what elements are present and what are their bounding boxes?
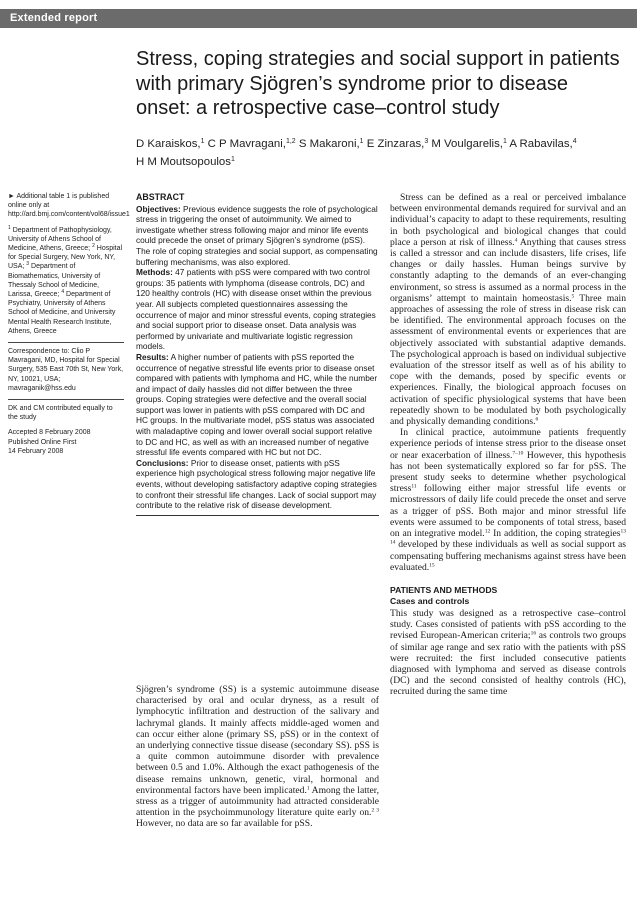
sidebar-divider bbox=[8, 399, 124, 400]
supplementary-note: ► Additional table 1 is published online only at http://ard.bmj.com/content/vol68/issue1 bbox=[8, 193, 130, 219]
sidebar-divider bbox=[8, 342, 124, 343]
abstract-conclusions: Conclusions: Prior to disease onset, patients with pSS experience high psychological stress following major negative life events, without developing satisfactory adaptive coping strategies to confront their stressful life changes. Lack of social support may contribute to the relative risk of disease development. bbox=[136, 457, 377, 511]
author-list bbox=[136, 135, 626, 171]
author: E Zinzaras,$^3$ bbox=[366, 138, 429, 150]
abstract-heading: ABSTRACT bbox=[136, 192, 185, 202]
published-online-label: Published Online First bbox=[8, 438, 77, 446]
correspondence: Correspondence to: Clio P Mavragani, MD, Hospital for Special Surgery, 535 East 70th St, New York, NY, 10021, USA; mavraganik@hss.edu bbox=[8, 348, 124, 392]
introduction-right-column bbox=[390, 192, 626, 698]
section-label: Extended report bbox=[0, 9, 637, 28]
affiliations: $^1$ Department of Pathophysiology, University of Athens School of Medicine, Athens, Greece; $^2$ Hospital for Special Surgery, New York, NY, USA; $^3$ Department of Biomathematics, University of Thessaly School of Medicine, Larissa, Greece; $^4$ Department of Psychiatry, University of Athens School of Medicine, and University Mental Health Research Institute, Athens, Greece bbox=[8, 224, 123, 335]
author: M Voulgarelis,$^1$ bbox=[431, 138, 507, 150]
equal-contribution-note: DK and CM contributed equally to the study bbox=[8, 405, 113, 422]
body-paragraph: Stress can be defined as a real or perceived imbalance between environmental demands required for survival and an individual’s capacity to adapt to these requirements, resulting in both psychological and biological changes that could place a person at risk of illness.$^4$ Anything that causes stress is called a stressor and can include disasters, life crises, life changes or daily hassles. Human beings survive by constantly adapting to the demands of an ever-changing environment, so stress is assumed as a normal process in the organisms’ attempt to maintain homeostasis.$^5$ Three main approaches of assessing the role of stress in disease risk can be identified. The environmental approach focuses on the assessment of environmental events or experiences that are objectively associated with substantial adaptive demands. The psychological approach is based on individual subjective evaluation of the stressor itself as well as of his ability to cope with the demands, posed by specific events or experiences. Finally, the biological approach focuses on activation of specific physiological systems that have been repeatedly shown to be modulated by both psychologically and physically demanding conditions.$^6$ bbox=[390, 192, 626, 428]
author: S Makaroni,$^1$ bbox=[298, 138, 364, 150]
author: H M Moutsopoulos$^1$ bbox=[136, 156, 235, 168]
abstract-results: Results: A higher number of patients with pSS reported the occurrence of negative stressful life events prior to disease onset compared with patients with lymphoma and HC, while the number and impact of daily hassles did not differ between the three groups. Coping strategies were defective and the overall social support was lower in patients with pSS compared with DC and HC groups. In the multivariate model, pSS status was associated with maladaptive coping and lower overall social support relative to DC and HC, as well as with an increased number of negative stressful life events compared with HC but not DC. bbox=[136, 351, 378, 458]
body-paragraph: This study was designed as a retrospective case–control study. Cases consisted of patients with pSS according to the revised European-American criteria;$^{16}$ as controls two groups of similar age range and sex ratio with the patients with pSS were recruited: the first included consecutive patients diagnosed with lymphoma and served as disease controls (DC) and the second consisted of healthy controls (HC), recruited during the same time bbox=[390, 607, 627, 698]
body-paragraph: In clinical practice, autoimmune patients frequently experience periods of intense stress prior to the disease onset or near exacerbation of illness.$^{7-10}$ However, this hypothesis has not been systematically explored so far for pSS. The present study seeks to determine whether psychological stress$^{11}$ following either major stressful life events or microstressors of daily life could precede the onset and serve as a trigger of pSS. Both major and minor stressful life events were assumed to be components of total stress, based on an integrative model.$^{12}$ In addition, the coping strategies$^{13 14}$ developed by these individuals as well as social support as compensating buffering mechanisms against stress have been evaluated.$^{15}$ bbox=[390, 427, 627, 573]
author: D Karaiskos,$^1$ bbox=[136, 138, 205, 150]
author: C P Mavragani,$^{1,2}$ bbox=[207, 138, 296, 150]
abstract bbox=[136, 192, 379, 516]
article-sidebar bbox=[8, 192, 130, 456]
article-title: Stress, coping strategies and social support in patients with primary Sjögren’s syndrome prior to disease onset: a retrospective case–control study bbox=[136, 48, 620, 119]
published-date: 14 February 2008 bbox=[8, 447, 64, 455]
subsection-heading: Cases and controls bbox=[390, 595, 470, 606]
accepted-date: Accepted 8 February 2008 bbox=[8, 429, 91, 437]
abstract-objectives: Objectives: Previous evidence suggests the role of psychological stress in triggering the onset of autoimmunity. We aimed to investigate whether stress following major and minor life events could precede the onset of primary Sjögren’s syndrome (pSS). The role of coping strategies and social support, as compensating buffering mechanisms, was also explored. bbox=[136, 203, 378, 267]
body-paragraph: Sjögren’s syndrome (SS) is a systemic autoimmune disease characterised by oral and ocular dryness, as a result of lymphocytic infiltration and destruction of the salivary and lachrymal glands. It mainly affects middle-aged women and can occur either alone (primary SS, pSS) or in the context of an underlying connective tissue disease (secondary SS). pSS is a quite common autoimmune disorder with prevalence between 0.5 and 1.0%. Although the exact pathogenesis of the disease remains unknown, genetic, viral, hormonal and environmental factors have been implicated.$^1$ Among the latter, stress as a trigger of autoimmunity had attracted considerable attention in the psychoimmunology literature quite early on.$^{2 3}$ However, no data are so far available for pSS. bbox=[136, 684, 380, 830]
introduction-left-column bbox=[136, 684, 379, 830]
author: A Rabavilas,$^4$ bbox=[509, 138, 577, 150]
abstract-methods: Methods: 47 patients with pSS were compared with two control groups: 35 patients with lymphoma (disease controls, DC) and 120 healthy controls (HC) with disease onset within the previous year. All subjects completed questionnaires assessing the occurrence of major and minor stressful events, coping strategies and social support prior to disease onset. Data analysis was performed by univariate and multivariate logistic regression models. bbox=[136, 267, 376, 352]
section-heading: PATIENTS AND METHODS bbox=[390, 584, 498, 595]
